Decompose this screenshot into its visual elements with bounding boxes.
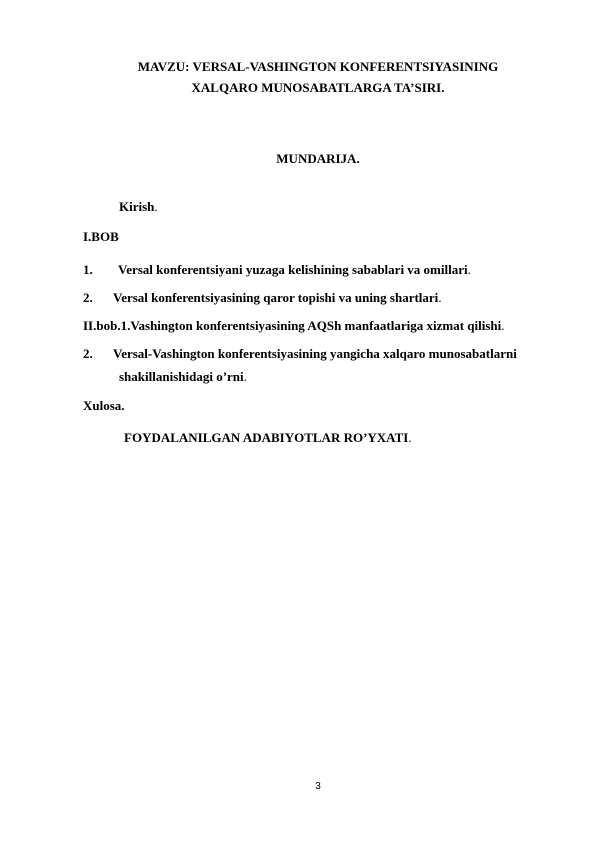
toc-intro-dot: . bbox=[154, 199, 158, 214]
toc-item-1-number: 1. bbox=[83, 262, 93, 277]
toc-chapter-2-item-1-dot: . bbox=[501, 318, 505, 333]
toc-bibliography-dot: . bbox=[408, 430, 412, 445]
toc-chapter-1: I.BOB bbox=[83, 229, 119, 244]
toc-item-1-dot: . bbox=[467, 262, 471, 277]
toc-item-3-text-line-1: Versal-Vashington konferentsiyasining yangicha xalqaro munosabatlarni bbox=[113, 346, 517, 361]
toc-heading: MUNDARIJA. bbox=[276, 151, 360, 166]
toc-item-1 bbox=[83, 262, 471, 278]
toc-intro bbox=[119, 199, 158, 215]
toc-item-2-text: Versal konferentsiyasining qaror topishi va uning shartlari bbox=[113, 290, 439, 305]
toc-item-3 bbox=[83, 346, 517, 362]
toc-item-2 bbox=[83, 290, 442, 306]
toc-bibliography bbox=[124, 430, 412, 446]
toc-chapter-2-item-1-text: II.bob.1.Vashington konferentsiyasining AQSh manfaatlariga xizmat qilishi bbox=[83, 318, 502, 333]
title-line-2: XALQARO MUNOSABATLARGA TA’SIRI. bbox=[191, 80, 445, 95]
toc-chapter-2-item-1 bbox=[83, 318, 505, 334]
toc-item-1-text: Versal konferentsiyani yuzaga kelishining sabablari va omillari bbox=[118, 262, 468, 277]
toc-item-3-line-2 bbox=[119, 369, 247, 385]
toc-conclusion: Xulosa. bbox=[83, 398, 125, 413]
title-line-1: MAVZU: VERSAL-VASHINGTON KONFERENTSIYASINING bbox=[137, 59, 499, 74]
toc-intro-label: Kirish bbox=[119, 199, 155, 214]
toc-bibliography-text: FOYDALANILGAN ADABIYOTLAR RO’YXATI bbox=[124, 430, 409, 445]
toc-item-2-dot: . bbox=[438, 290, 442, 305]
toc-item-2-number: 2. bbox=[83, 290, 93, 305]
toc-item-3-number: 2. bbox=[83, 346, 93, 361]
page-number: 3 bbox=[315, 781, 321, 792]
toc-item-3-dot: . bbox=[243, 369, 247, 384]
toc-item-3-text-line-2: shakillanishidagi o’rni bbox=[119, 369, 244, 384]
